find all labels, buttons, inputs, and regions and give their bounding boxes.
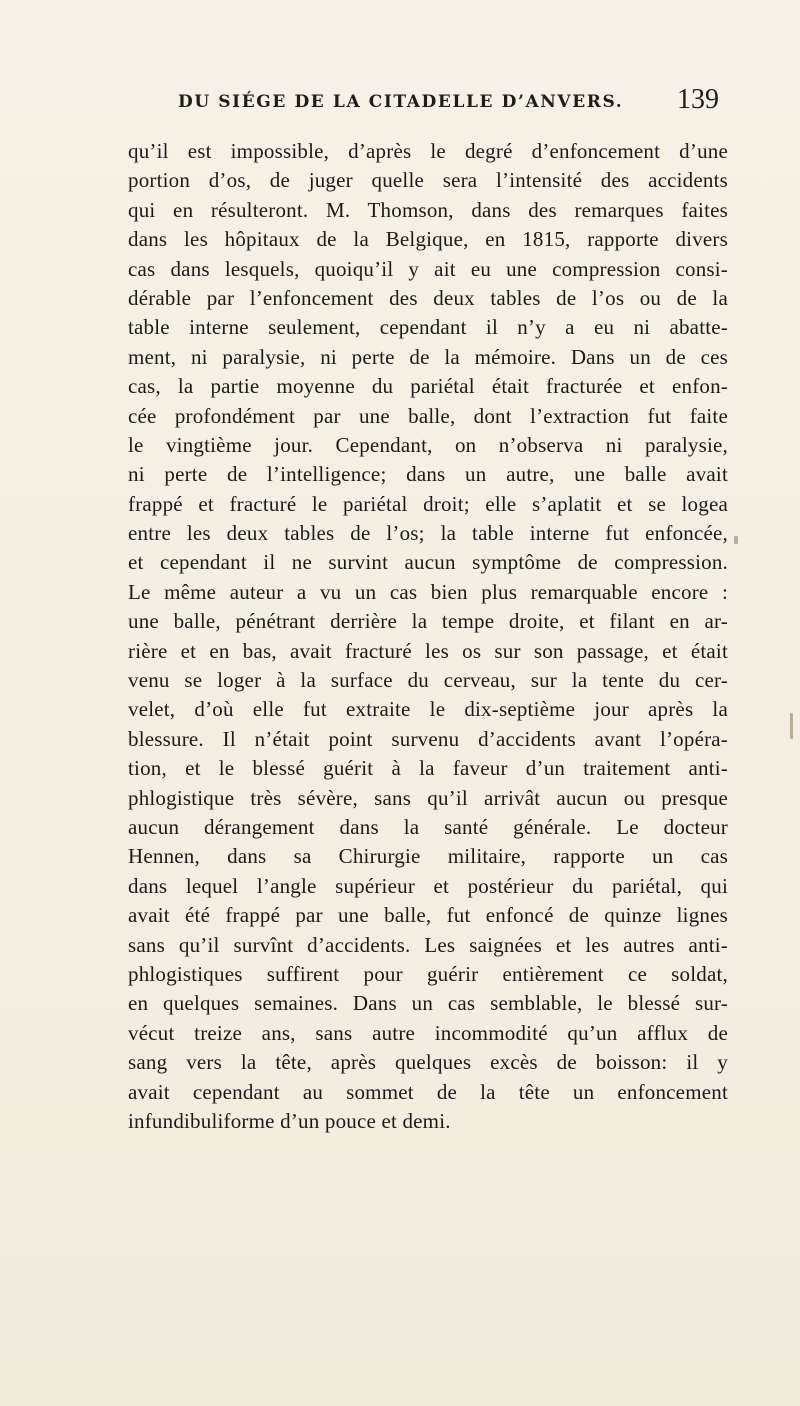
text-line: et cependant il ne survint aucun symptôme de compression. — [128, 550, 728, 575]
text-line: tion, et le blessé guérit à la faveur d’un traitement anti- — [128, 756, 728, 781]
text-line: venu se loger à la surface du cerveau, sur la tente du cer- — [128, 668, 728, 693]
text-line: sans qu’il survînt d’accidents. Les saignées et les autres anti- — [128, 932, 728, 957]
text-line: le vingtième jour. Cependant, on n’observa ni paralysie, — [128, 432, 728, 457]
text-line: ni perte de l’intelligence; dans un autre, une balle avait — [128, 462, 728, 487]
text-line: avait été frappé par une balle, fut enfoncé de quinze lignes — [128, 903, 728, 928]
text-line: ment, ni paralysie, ni perte de la mémoire. Dans un de ces — [128, 344, 728, 369]
text-line: phlogistique très sévère, sans qu’il arrivât aucun ou presque — [128, 785, 728, 810]
page-number: 139 — [677, 84, 719, 115]
text-line: blessure. Il n’était point survenu d’accidents avant l’opéra- — [128, 726, 728, 751]
text-line: phlogistiques suffirent pour guérir entièrement ce soldat, — [128, 961, 728, 986]
margin-ink-mark — [734, 536, 738, 544]
text-line: dérable par l’enfoncement des deux tables de l’os ou de la — [128, 285, 728, 310]
text-line: aucun dérangement dans la santé générale. Le docteur — [128, 814, 728, 839]
text-line: vécut treize ans, sans autre incommodité qu’un afflux de — [128, 1020, 728, 1045]
margin-ink-mark — [790, 713, 793, 739]
running-head: DU SIÉGE DE LA CITADELLE D’ANVERS. — [178, 92, 624, 112]
text-line: velet, d’où elle fut extraite le dix-septième jour après la — [128, 697, 728, 722]
text-line: Hennen, dans sa Chirurgie militaire, rapporte un cas — [128, 844, 728, 869]
text-line: Le même auteur a vu un cas bien plus remarquable encore : — [128, 579, 728, 604]
text-line: qu’il est impossible, d’après le degré d’enfoncement d’une — [128, 139, 728, 163]
text-line: dans les hôpitaux de la Belgique, en 1815, rapporte divers — [128, 227, 728, 252]
text-line: entre les deux tables de l’os; la table interne fut enfoncée, — [128, 521, 728, 546]
body-text — [128, 137, 728, 1136]
text-line: cas, la partie moyenne du pariétal était fracturée et enfon- — [128, 374, 728, 399]
text-line: table interne seulement, cependant il n’y a eu ni abatte- — [128, 315, 728, 340]
text-line: avait cependant au sommet de la tête un enfoncement — [128, 1079, 728, 1104]
text-line: sang vers la tête, après quelques excès de boisson: il y — [128, 1050, 728, 1075]
text-line: en quelques semaines. Dans un cas semblable, le blessé sur- — [128, 991, 728, 1016]
text-line: rière et en bas, avait fracturé les os sur son passage, et était — [128, 638, 728, 663]
text-line: une balle, pénétrant derrière la tempe droite, et filant en ar- — [128, 609, 728, 634]
text-line-last: infundibuliforme d’un pouce et demi. — [128, 1108, 451, 1133]
text-line: frappé et fracturé le pariétal droit; elle s’aplatit et se logea — [128, 491, 728, 516]
text-line: portion d’os, de juger quelle sera l’intensité des accidents — [128, 168, 728, 193]
text-line: cas dans lesquels, quoiqu’il y ait eu une compression consi- — [128, 256, 728, 281]
text-line: qui en résulteront. M. Thomson, dans des remarques faites — [128, 197, 728, 222]
text-line: cée profondément par une balle, dont l’extraction fut faite — [128, 403, 728, 428]
text-line: dans lequel l’angle supérieur et postérieur du pariétal, qui — [128, 873, 728, 898]
